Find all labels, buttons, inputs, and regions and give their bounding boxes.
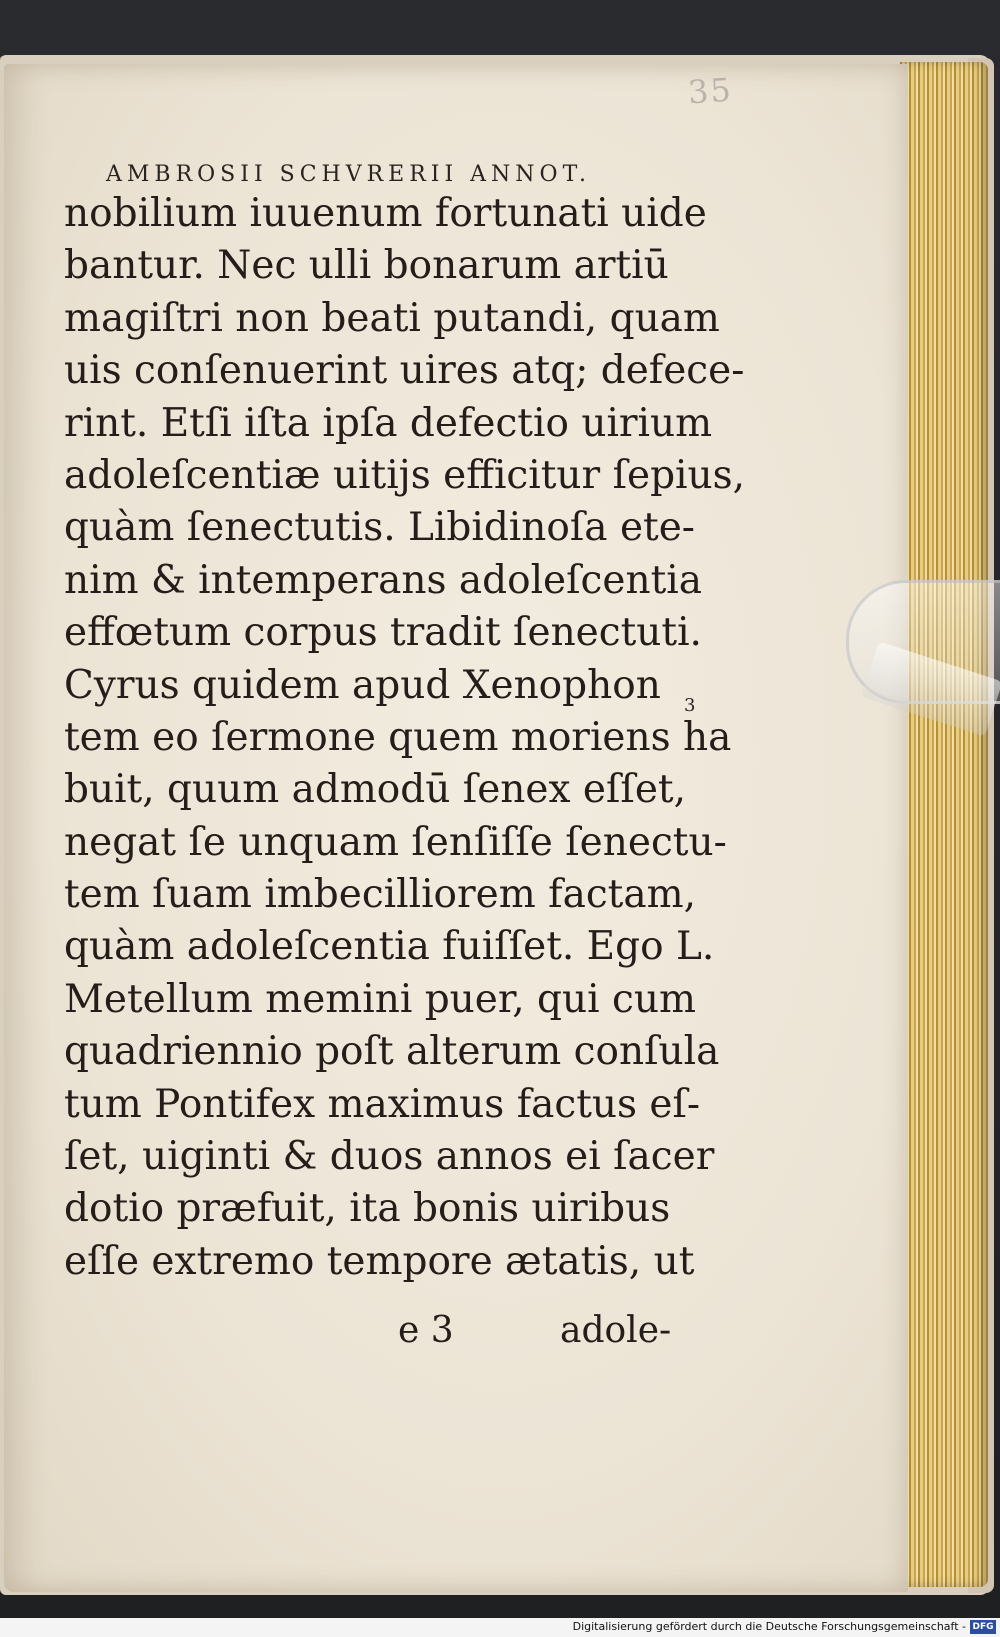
text-line: tem ſuam imbecilliorem factam, <box>64 872 696 918</box>
text-line: Metellum memini puer, qui cum <box>64 976 696 1022</box>
text-line: tum Pontifex maximus factus eſ- <box>64 1081 701 1127</box>
signature-mark: e 3 <box>398 1310 454 1351</box>
text-line: ſet, uiginti & duos annos ei ſacer <box>64 1134 715 1180</box>
text-line: adoleſcentiæ uitijs efficitur ſepius, <box>64 452 746 498</box>
text-line: effœtum corpus tradit ſenectuti. <box>64 610 702 656</box>
gilt-page-edges <box>900 62 988 1587</box>
text-line: nim & intemperans adoleſcentia <box>64 557 702 603</box>
text-line: magiſtri non beati putandi, quam <box>64 295 720 341</box>
text-line: nobilium iuuenum fortunati uide <box>64 191 707 236</box>
catchword: adole- <box>560 1310 672 1351</box>
text-line: negat ſe unquam ſenſiſſe ſenectu- <box>64 819 727 865</box>
dfg-logo-icon: DFG <box>970 1620 996 1634</box>
pencil-folio-number: 35 <box>686 70 734 112</box>
text-line: Cyrus quidem apud Xenophon <box>64 662 661 708</box>
text-line: rint. Etſi iſta ipſa defectio uirium <box>64 400 713 446</box>
text-line: quàm adoleſcentia fuiſſet. Ego L. <box>64 924 715 970</box>
text-block <box>64 188 746 1288</box>
text-line: tem eo ſermone quem moriens ha <box>64 714 732 760</box>
text-line: quadriennio poſt alterum conſula <box>64 1029 720 1075</box>
text-line: buit, quum admodū ſenex eſſet, <box>64 767 686 813</box>
text-line: quàm ſenectutis. Libidinoſa ete- <box>64 505 695 551</box>
text-line: uis conſenuerint uires atq; defece- <box>64 348 745 394</box>
text-line: bantur. Nec ulli bonarum artiū <box>64 243 669 289</box>
marginal-note: 3 <box>684 695 696 716</box>
text-line: dotio præfuit, ita bonis uiribus <box>64 1186 671 1232</box>
funding-credit: Digitalisierung gefördert durch die Deutsche Forschungsgemeinschaft - <box>572 1620 966 1633</box>
text-line: eſſe extremo tempore ætatis, ut <box>64 1238 695 1284</box>
running-head: AMBROSII SCHVRERII ANNOT. <box>106 162 592 187</box>
footer-bar <box>0 1618 1000 1637</box>
